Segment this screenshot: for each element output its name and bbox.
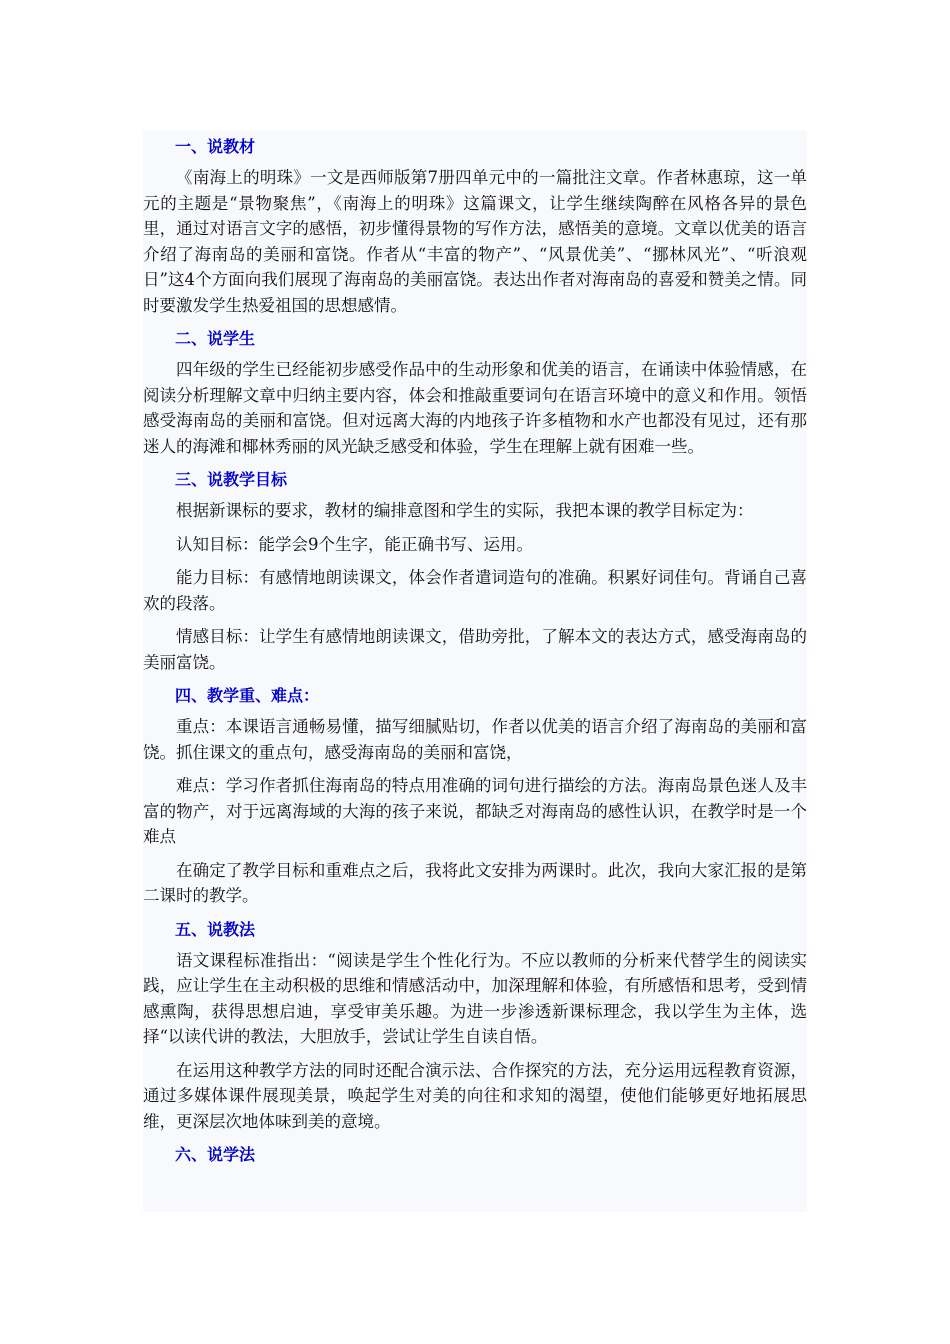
section-heading: 二、说学生 [175,329,256,348]
section-heading: 四、教学重、难点： [175,686,320,705]
section-teaching-goals [143,467,807,675]
paragraph: 在运用这种教学方法的同时还配合演示法、合作探究的方法，充分运用远程教育资源，通过多媒体课件展现美景，唤起学生对美的向往和求知的渴望，使他们能够更好地拓展思维，更深层次地体味到美的意境。 [143,1060,807,1131]
section-key-points [143,683,807,909]
section-students [143,326,807,459]
paragraph: 难点：学习作者抓住海南岛的特点用准确的词句进行描绘的方法。海南岛景色迷人及丰富的物产，对于远离海域的大海的孩子来说，都缺乏对海南岛的感性认识，在教学时是一个难点 [143,776,807,846]
paragraph: 情感目标：让学生有感情地朗读课文，借助旁批，了解本文的表达方式，感受海南岛的美丽富饶。 [143,627,807,672]
paragraph: 四年级的学生已经能初步感受作品中的生动形象和优美的语言，在诵读中体验情感，在阅读分析理解文章中归纳主要内容，体会和推敲重要词句在语言环境中的意义和作用。领悟感受海南岛的美丽和富饶。但对远离大海的内地孩子许多植物和水产也都没有见过，还有那迷人的海滩和椰林秀丽的风光缺乏感受和体验，学生在理解上就有困难一些。 [143,360,807,456]
section-teaching-material [143,134,807,318]
paragraph: 根据新课标的要求，教材的编排意图和学生的实际，我把本课的教学目标定为： [176,501,754,520]
section-heading: 五、说教法 [175,919,256,939]
section-heading: 三、说教学目标 [175,470,288,489]
section-teaching-method [143,917,807,1135]
paragraph: 语文课程标准指出：“阅读是学生个性化行为。不应以教师的分析来代替学生的阅读实践，应让学生在主动积极的思维和情感活动中，加深理解和体验，有所感悟和思考，受到情感熏陶，获得思想启迪，享受审美乐趣。为进一步渗透新课标理念，我以学生为主体，选择“以读代讲的教法，大胆放手，尝试让学生自读自悟。 [143,950,807,1046]
paragraph: 《南海上的明珠》一文是西师版第7册四单元中的一篇批注文章。作者林惠琼，这一单元的主题是“景物聚焦”，《南海上的明珠》这篇课文，让学生继续陶醉在风格各异的景色里，通过对语言文字的感悟，初步懂得景物的写作方法，感悟美的意境。文章以优美的语言介绍了海南岛的美丽和富饶。作者从“丰富的物产”、“风景优美”、“挪林风光”、“听浪观日”这4个方面向我们展现了海南岛的美丽富饶。表达出作者对海南岛的喜爱和赞美之情。同时要激发学生热爱祖国的思想感情。 [143,168,807,315]
section-heading: 六、说学法 [175,1145,256,1164]
document-body [143,134,807,1173]
paragraph: 重点：本课语言通畅易懂，描写细腻贴切，作者以优美的语言介绍了海南岛的美丽和富饶。抓住课文的重点句，感受海南岛的美丽和富饶， [143,717,807,762]
section-learning-method [143,1142,807,1167]
section-heading: 一、说教材 [175,137,256,156]
paragraph: 能力目标：有感情地朗读课文，体会作者遣词造句的准确。积累好词佳句。背诵自己喜欢的段落。 [143,568,807,613]
paragraph: 在确定了教学目标和重难点之后，我将此文安排为两课时。此次，我向大家汇报的是第二课时的教学。 [143,860,807,905]
paragraph: 认知目标：能学会9个生字，能正确书写、运用。 [176,534,533,554]
